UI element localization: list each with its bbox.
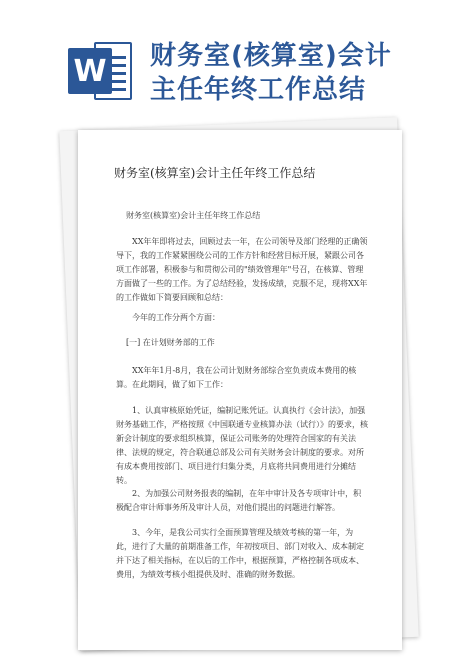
paragraph-overview: 今年的工作分两个方面：	[132, 313, 220, 322]
paragraph-item-1: 1、认真审核原始凭证，编制记账凭证。认真执行《会计法》，加强财务基础工作，严格按照《中国联通专业核算办法（试行）》的要求，核新会计制度的要求组织核算，保证公司账务的处理符合国家的有关法律、法规的规定，符合联通总部及公司有关财务会计制度的要求。对所有成本费用按部门、项目进行归集分类，月底将共同费用进行分摊结转。	[116, 406, 368, 485]
word-icon	[68, 42, 132, 100]
paragraph-period: XX年年1月-8月，我在公司计划财务部综合室负责成本费用的核算。在此期间，做了如下工作：	[116, 366, 357, 389]
document-title: 财务室(核算室)会计主任年终工作总结	[114, 166, 316, 180]
paragraph-intro: XX年年即将过去，回顾过去一年，在公司领导及部门经理的正确领导下，我的工作紧紧围绕公司的工作方针和经营目标开展，紧跟公司各项工作部署，积极参与和贯彻公司的"绩效管理年"号召，在核算、管理方面做了一些的工作。为了总结经验，发扬成绩，克服不足，现将XX年的工作做如下简要回顾和总结：	[116, 237, 368, 302]
section-heading: [一] 在计划财务部的工作	[126, 338, 215, 347]
document-page	[78, 130, 402, 650]
document-subtitle: 财务室(核算室)会计主任年终工作总结	[126, 211, 261, 220]
header-title-line1: 财务室(核算室)会计	[150, 41, 392, 71]
header-title-line2: 主任年终工作总结	[150, 75, 367, 105]
paragraph-item-3: 3、今年，是我公司实行全面预算管理及绩效考核的第一年，为此，进行了大量的前期准备工作，年初按项目、部门对收入、成本制定并下达了相关指标，在以后的工作中，根据预算，严格控制各项成本、费用，为绩效考核小组提供及时、准确的财务数据。	[116, 528, 364, 579]
word-icon-letter: W	[68, 48, 112, 94]
paragraph-item-2: 2、为加强公司财务报表的编制，在年中审计及各专项审计中，积极配合审计师事务所及审计人员，对他们提出的问题进行解答。	[116, 489, 362, 512]
header	[0, 0, 474, 120]
